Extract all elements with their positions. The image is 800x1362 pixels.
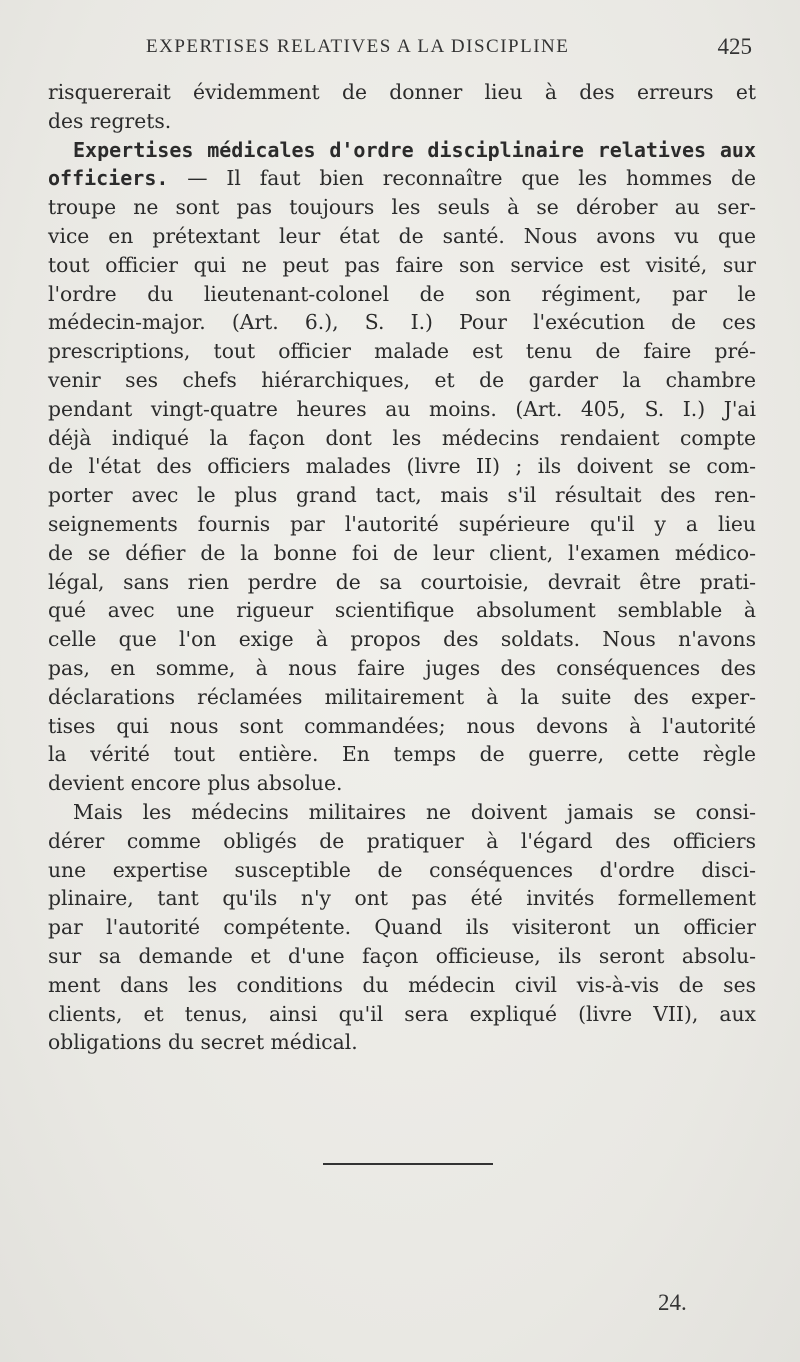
section-heading-continued: officiers. bbox=[48, 166, 169, 191]
text-line: Mais les médecins militaires ne doivent jamais se consi- bbox=[73, 799, 756, 824]
text-line: la vérité tout entière. En temps de guerre, cette règle bbox=[48, 742, 756, 767]
paragraph-military-doctors bbox=[48, 798, 756, 1057]
text-line: plinaire, tant qu'ils n'y ont pas été invités formellement bbox=[48, 886, 756, 911]
text-line: dérer comme obligés de pratiquer à l'égard des officiers bbox=[48, 828, 756, 853]
text-line: tout officier qui ne peut pas faire son service est visité, sur bbox=[48, 252, 756, 277]
text-line bbox=[48, 164, 756, 193]
text-line bbox=[48, 136, 756, 165]
signature-mark: 24. bbox=[658, 1290, 687, 1315]
text-line: porter avec le plus grand tact, mais s'il résultait des ren- bbox=[48, 483, 756, 508]
text-line: de l'état des officiers malades (livre II) ; ils doivent se com- bbox=[48, 454, 756, 479]
text-line: de se défier de la bonne foi de leur client, l'examen médico- bbox=[48, 540, 756, 565]
body-text bbox=[48, 78, 756, 1057]
text-line: devient encore plus absolue. bbox=[48, 771, 343, 796]
text-line: obligations du secret médical. bbox=[48, 1030, 358, 1055]
text-run: — Il faut bien reconnaître que les hommes de bbox=[168, 166, 756, 191]
paragraph-officers bbox=[48, 136, 756, 798]
text-line: pas, en somme, à nous faire juges des conséquences des bbox=[48, 655, 756, 680]
section-end-rule bbox=[323, 1163, 493, 1165]
text-line: troupe ne sont pas toujours les seuls à se dérober au ser- bbox=[48, 195, 756, 220]
text-line: sur sa demande et d'une façon officieuse, ils seront absolu- bbox=[48, 943, 756, 968]
paragraph-continuation bbox=[48, 78, 756, 136]
text-line: médecin-major. (Art. 6.), S. I.) Pour l'exécution de ces bbox=[48, 310, 756, 335]
text-line: des regrets. bbox=[48, 108, 172, 133]
text-line: pendant vingt-quatre heures au moins. (Art. 405, S. I.) J'ai bbox=[48, 396, 756, 421]
text-line: l'ordre du lieutenant-colonel de son régiment, par le bbox=[48, 281, 756, 306]
section-heading: Expertises médicales d'ordre disciplinaire relatives aux bbox=[73, 137, 756, 162]
text-line: par l'autorité compétente. Quand ils visiteront un officier bbox=[48, 915, 756, 940]
text-line: seignements fournis par l'autorité supérieure qu'il y a lieu bbox=[48, 511, 756, 536]
running-head bbox=[48, 36, 752, 68]
text-line: vice en prétextant leur état de santé. Nous avons vu que bbox=[48, 223, 756, 248]
text-line: prescriptions, tout officier malade est tenu de faire pré- bbox=[48, 339, 756, 364]
text-line: une expertise susceptible de conséquences d'ordre disci- bbox=[48, 857, 756, 882]
text-line: légal, sans rien perdre de sa courtoisie, devrait être prati- bbox=[48, 569, 756, 594]
running-title: EXPERTISES RELATIVES A LA DISCIPLINE bbox=[146, 36, 570, 57]
text-line: déjà indiqué la façon dont les médecins rendaient compte bbox=[48, 425, 756, 450]
text-line: celle que l'on exige à propos des soldats. Nous n'avons bbox=[48, 627, 756, 652]
text-line: déclarations réclamées militairement à la suite des exper- bbox=[48, 684, 756, 709]
text-line: clients, et tenus, ainsi qu'il sera expliqué (livre VII), aux bbox=[48, 1001, 756, 1026]
text-line: tises qui nous sont commandées; nous devons à l'autorité bbox=[48, 713, 756, 738]
text-line: venir ses chefs hiérarchiques, et de garder la chambre bbox=[48, 367, 756, 392]
text-line: ment dans les conditions du médecin civil vis-à-vis de ses bbox=[48, 972, 756, 997]
text-line: qué avec une rigueur scientifique absolument semblable à bbox=[48, 598, 756, 623]
text-line: risquererait évidemment de donner lieu à des erreurs et bbox=[48, 80, 756, 104]
page-number: 425 bbox=[717, 34, 752, 59]
